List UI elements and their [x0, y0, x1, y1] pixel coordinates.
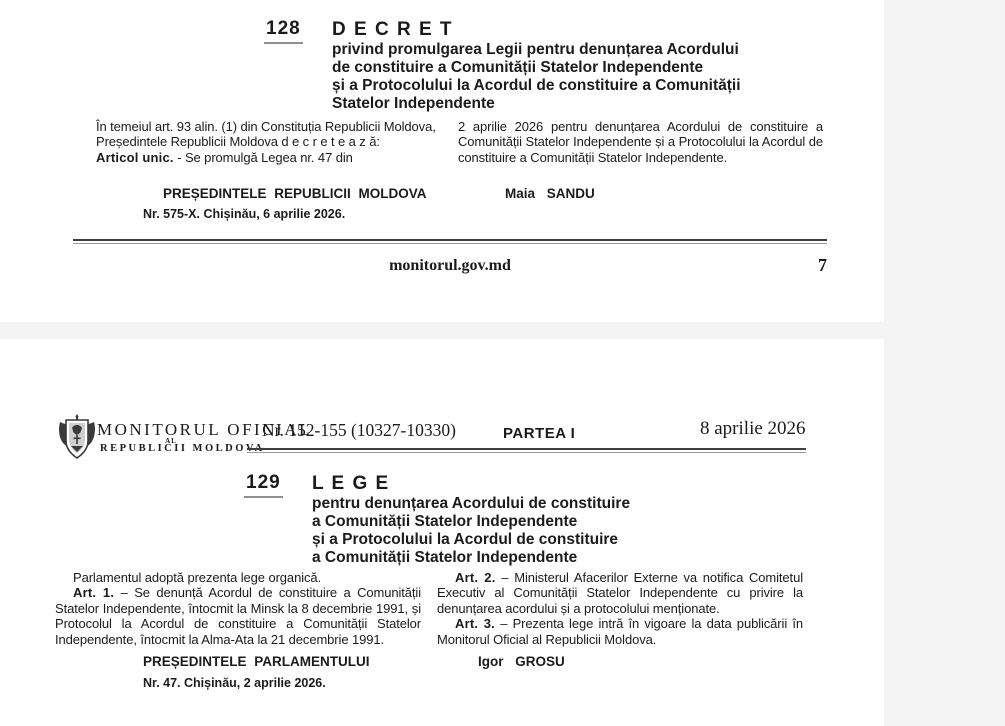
paragraph-text: – Se denunță Acordul de constituire a Comunității Statelor Independente, întocmit la Minsk la 8 decembrie 1991, și Protocolul la Acordul de constituire a Comunității Statelor Independente, întocmit la Alma-Ata la 21 decembrie 1991.: [55, 585, 422, 647]
masthead-divider-rule: [247, 448, 806, 453]
decree-page-fragment: [0, 0, 884, 322]
article-label: Articol unic.: [96, 149, 174, 165]
decree-title: [332, 41, 741, 113]
decree-title-line: și a Protocolului la Acordul de constituire a Comunității: [332, 77, 741, 94]
paragraph: [78, 150, 442, 165]
article-label: Art. 2.: [455, 570, 496, 585]
masthead-date: 8 aprilie 2026: [700, 418, 806, 439]
paragraph: Președintele Republicii Moldova d e c r e t e a z ă:: [96, 134, 380, 150]
decree-type-label: D E C R E T: [332, 19, 454, 40]
decree-title-line: de constituire a Comunității Statelor Independente: [332, 59, 704, 76]
decree-signature-name: Maia SANDU: [505, 186, 595, 201]
law-page-fragment: [0, 339, 884, 726]
paragraph-text: – Prezenta lege intră în vigoare la data publicării în Monitorul Oficial al Republicii Moldova.: [437, 616, 803, 647]
footer-divider-rule: [73, 239, 827, 244]
paragraph: 2 aprilie 2026 pentru denunțarea Acordului de constituire a Comunității Statelor Independente și a Protocolului la Acordul de constituire a Comunității Statelor Independente.: [458, 119, 823, 165]
masthead-title: MONITORUL OFICIAL: [97, 420, 312, 439]
masthead-part-label: PARTEA I: [503, 425, 576, 442]
page-number: 7: [818, 255, 827, 275]
paragraph: [437, 570, 803, 616]
decree-signature-office: PREȘEDINTELE REPUBLICII MOLDOVA: [163, 186, 427, 201]
law-title-line: pentru denunțarea Acordului de constituire: [312, 495, 631, 512]
law-reference-line: Nr. 47. Chișinău, 2 aprilie 2026.: [143, 676, 326, 690]
law-number: 129: [244, 472, 283, 498]
masthead-al: AL: [165, 437, 177, 445]
masthead-subtitle: REPUBLICII MOLDOVA: [100, 443, 265, 454]
law-title: [312, 495, 630, 567]
decree-title-line: privind promulgarea Legii pentru denunțarea Acordului: [332, 41, 739, 58]
masthead-issue-number: Nr. 152-155 (10327-10330): [262, 420, 456, 440]
decree-number: 128: [264, 18, 303, 44]
paragraph: [437, 616, 803, 647]
paragraph-text: – Ministerul Afacerilor Externe va notifica Comitetul Executiv al Comunității Statelor Independente cu privire la denunțarea acordului și a protocolului menționate.: [437, 570, 803, 616]
law-body-right-column: [437, 570, 803, 647]
law-body-left-column: [55, 570, 421, 647]
law-signature-name: Igor GROSU: [478, 654, 565, 669]
paragraph: În temeiul art. 93 alin. (1) din Constituția Republicii Moldova,: [96, 119, 436, 134]
law-signature-office: PREȘEDINTELE PARLAMENTULUI: [143, 654, 370, 669]
article-label: Art. 1.: [73, 585, 115, 601]
decree-reference-line: Nr. 575-X. Chișinău, 6 aprilie 2026.: [143, 207, 346, 221]
law-type-label: L E G E: [312, 473, 390, 494]
decree-title-line: Statelor Independente: [332, 95, 495, 112]
moldova-coat-of-arms-icon: [57, 413, 97, 462]
decree-body-left-column: [78, 119, 442, 165]
footer-site-link[interactable]: monitorul.gov.md: [389, 257, 511, 274]
decree-body-right-column: [458, 119, 823, 165]
paragraph: [55, 585, 421, 647]
article-label: Art. 3.: [455, 616, 495, 632]
paragraph-text: - Se promulgă Legea nr. 47 din: [173, 149, 353, 165]
paragraph: Parlamentul adoptă prezenta lege organică.: [73, 570, 322, 585]
law-title-line: a Comunității Statelor Independente: [312, 549, 578, 566]
law-title-line: și a Protocolului la Acordul de constituire: [312, 531, 619, 548]
law-title-line: a Comunității Statelor Independente: [312, 513, 578, 530]
